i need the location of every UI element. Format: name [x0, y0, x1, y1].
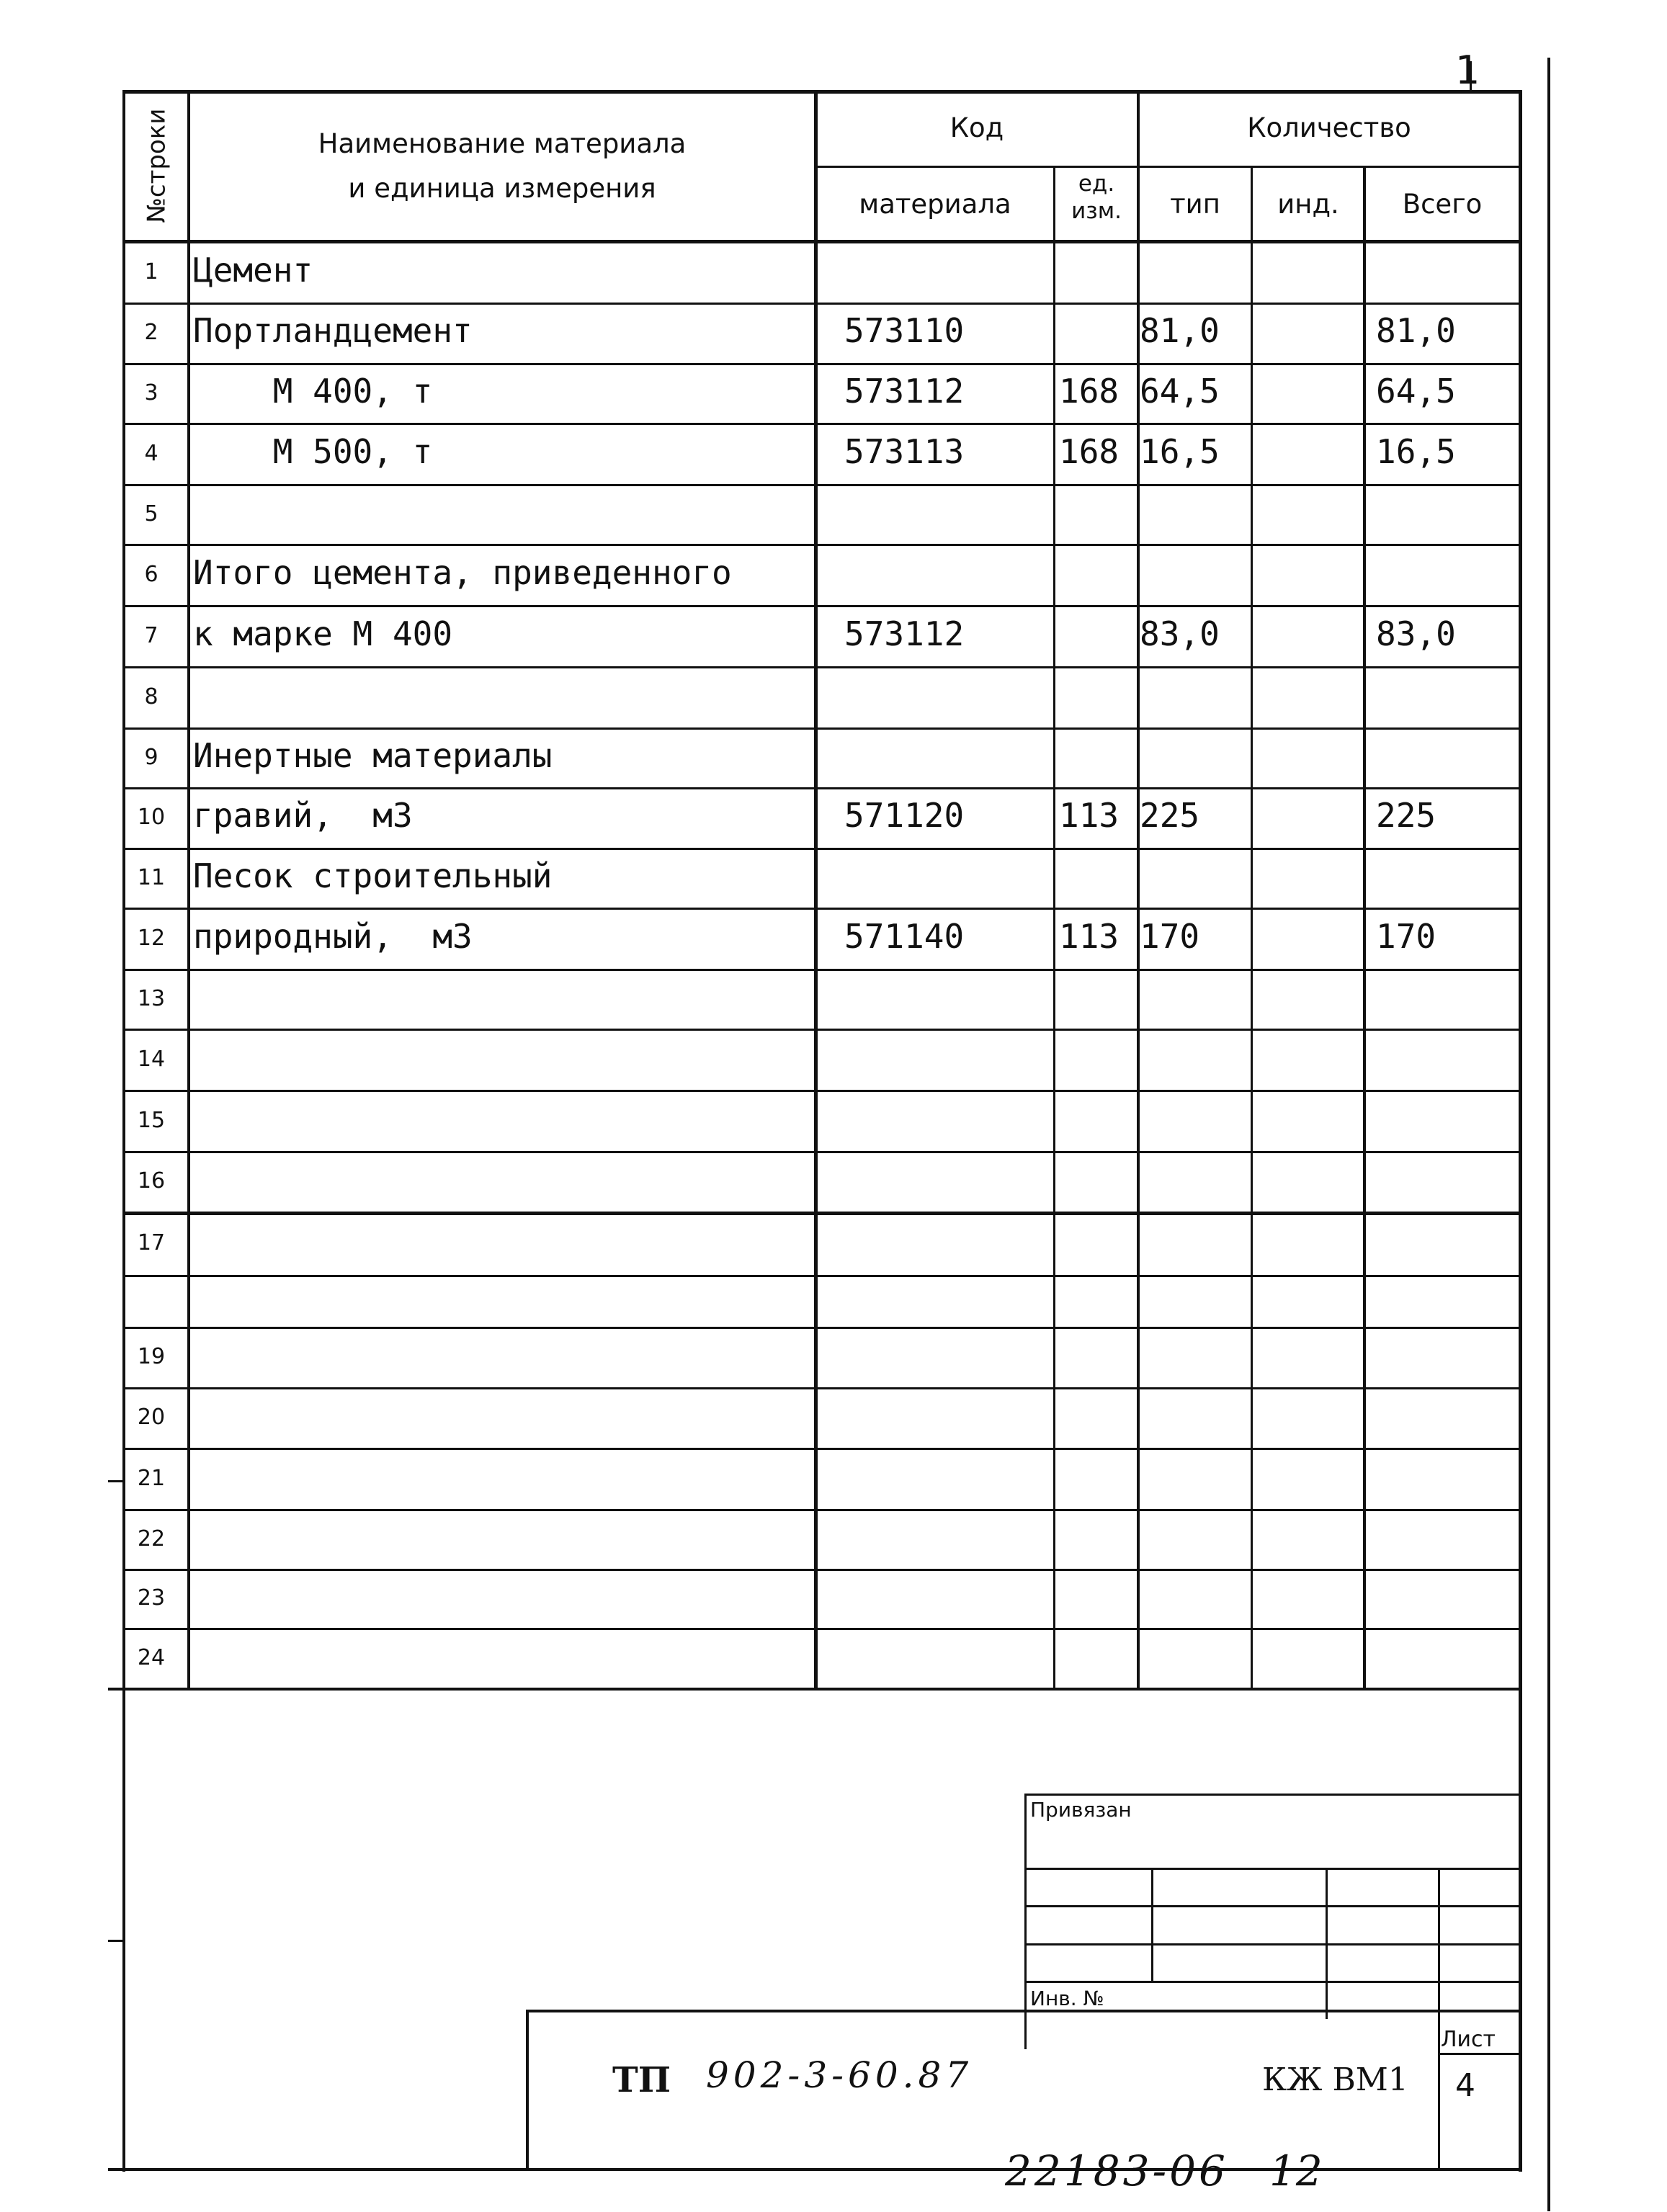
margin-tick [108, 1940, 124, 1942]
cell-code: 573112 [844, 614, 965, 653]
row-line [122, 1029, 1520, 1031]
stamp-line [1151, 1868, 1153, 1981]
cell-name: природный, м3 [193, 916, 473, 956]
header-code-material: материала [859, 189, 1011, 220]
stamp-inv-no: Инв. № [1030, 1987, 1104, 2010]
table-bottom-line [108, 1688, 1520, 1691]
stamp-line [1024, 1981, 1520, 1983]
stamp-privyazan: Привязан [1030, 1798, 1132, 1822]
cell-name: М 400, т [193, 371, 433, 411]
header-qty-ind: инд. [1277, 189, 1339, 220]
cell-name: Портландцемент [193, 311, 473, 350]
stamp-line [1326, 1868, 1328, 2019]
row-number: 15 [137, 1107, 166, 1133]
header-sub-line [815, 166, 1519, 168]
stamp-line [1024, 1943, 1520, 1945]
header-name-line1: Наименование материала [318, 128, 687, 159]
header-row-number: №строки [142, 108, 171, 223]
cell-type: 83,0 [1140, 614, 1220, 653]
row-number: 13 [137, 985, 166, 1011]
frame-left-border [122, 90, 125, 2172]
row-line [122, 666, 1520, 668]
row-line [122, 787, 1520, 789]
row-number: 7 [144, 622, 158, 648]
header-qty-type: тип [1170, 189, 1220, 220]
row-line [122, 423, 1520, 425]
stamp-line [526, 2010, 529, 2170]
row-number: 2 [144, 320, 158, 345]
row-line [122, 303, 1520, 305]
header-bottom-line [122, 240, 1520, 243]
stamp-sheet-number: 4 [1455, 2067, 1475, 2104]
stamp-doc-code: 902-3-60.87 [706, 2054, 973, 2096]
row-number: 8 [144, 684, 158, 709]
row-number: 6 [144, 561, 158, 587]
cell-total: 225 [1376, 796, 1436, 835]
row-line [122, 1387, 1520, 1389]
page-number: 12 [1269, 2146, 1323, 2195]
row-line [122, 1090, 1520, 1092]
cell-code: 573110 [844, 311, 965, 350]
row-number: 17 [137, 1230, 166, 1255]
row-number: 19 [137, 1344, 166, 1369]
header-name-line2: и единица измерения [348, 173, 656, 204]
header-quantity: Количество [1247, 112, 1411, 143]
cell-unit: 113 [1059, 916, 1119, 956]
row-number: 24 [137, 1644, 166, 1670]
stamp-doc-prefix: ТП [612, 2060, 671, 2100]
cell-name: Песок строительный [193, 856, 553, 895]
row-line [122, 908, 1520, 910]
row-number: 4 [144, 440, 158, 466]
row-number: 1 [144, 259, 158, 285]
row-line [122, 544, 1520, 546]
row-line [122, 484, 1520, 486]
cell-type: 81,0 [1140, 311, 1220, 350]
margin-tick [108, 1480, 124, 1482]
stamp-line [1438, 2053, 1520, 2055]
row-number: 11 [137, 864, 166, 890]
row-number: 14 [137, 1046, 166, 1072]
row-line [122, 1509, 1520, 1511]
row-line [122, 1327, 1520, 1329]
row-line [122, 363, 1520, 365]
cell-code: 573113 [844, 431, 965, 471]
stamp-line [1438, 1868, 1440, 2170]
cell-total: 64,5 [1376, 371, 1456, 411]
row-line [122, 969, 1520, 971]
header-code-unit: ед. изм. [1071, 171, 1122, 224]
cell-name: М 500, т [193, 431, 433, 471]
row-line [122, 1212, 1520, 1215]
header-qty-total: Всего [1402, 189, 1483, 220]
cell-type: 64,5 [1140, 371, 1220, 411]
row-number: 12 [137, 925, 166, 951]
row-line [122, 605, 1520, 607]
stamp-line [1024, 1905, 1520, 1907]
cell-unit: 168 [1059, 431, 1119, 471]
cell-type: 225 [1140, 796, 1200, 835]
row-number: 10 [137, 805, 166, 830]
row-line [122, 848, 1520, 850]
stamp-line [1024, 1794, 1520, 1796]
stamp-line [526, 2010, 1520, 2012]
row-number: 3 [144, 380, 158, 406]
top-mark: 1 [1455, 48, 1480, 93]
row-number: 9 [144, 744, 158, 770]
col-line [1053, 166, 1055, 1689]
row-number: 16 [137, 1168, 166, 1194]
row-number: 23 [137, 1585, 166, 1611]
col-line [1363, 166, 1366, 1689]
row-line [122, 727, 1520, 730]
cell-type: 170 [1140, 916, 1200, 956]
row-line [122, 1448, 1520, 1450]
cell-type: 16,5 [1140, 431, 1220, 471]
stamp-line [1024, 1868, 1520, 1870]
cell-total: 16,5 [1376, 431, 1456, 471]
stamp-sheet-label: Лист [1441, 2027, 1496, 2052]
cell-code: 571140 [844, 916, 965, 956]
table-top-border [122, 90, 1520, 94]
cell-name: к марке М 400 [193, 614, 453, 653]
row-number: 20 [137, 1405, 166, 1430]
cell-unit: 113 [1059, 796, 1119, 835]
frame-right-border [1519, 90, 1522, 2172]
cell-name: гравий, м3 [193, 796, 413, 835]
row-line [122, 1275, 1520, 1277]
header-code: Код [949, 112, 1004, 143]
cell-code: 571120 [844, 796, 965, 835]
sheet-edge-line [1547, 58, 1550, 2211]
cell-total: 170 [1376, 916, 1436, 956]
stamp-doc-mark: КЖ ВМ1 [1262, 2061, 1408, 2098]
cell-name: Итого цемента, приведенного [193, 552, 732, 592]
archive-number: 22183-06 [1005, 2146, 1228, 2195]
cell-code: 573112 [844, 371, 965, 411]
cell-name: Цемент [193, 250, 313, 290]
row-number: 22 [137, 1526, 166, 1551]
cell-total: 81,0 [1376, 311, 1456, 350]
row-line [122, 1569, 1520, 1571]
cell-total: 83,0 [1376, 614, 1456, 653]
cell-unit: 168 [1059, 371, 1119, 411]
cell-name: Инертные материалы [193, 735, 553, 775]
row-number: 21 [137, 1465, 166, 1491]
row-number: 5 [144, 501, 158, 527]
col-line [1251, 166, 1253, 1689]
row-line [122, 1628, 1520, 1630]
row-line [122, 1151, 1520, 1153]
